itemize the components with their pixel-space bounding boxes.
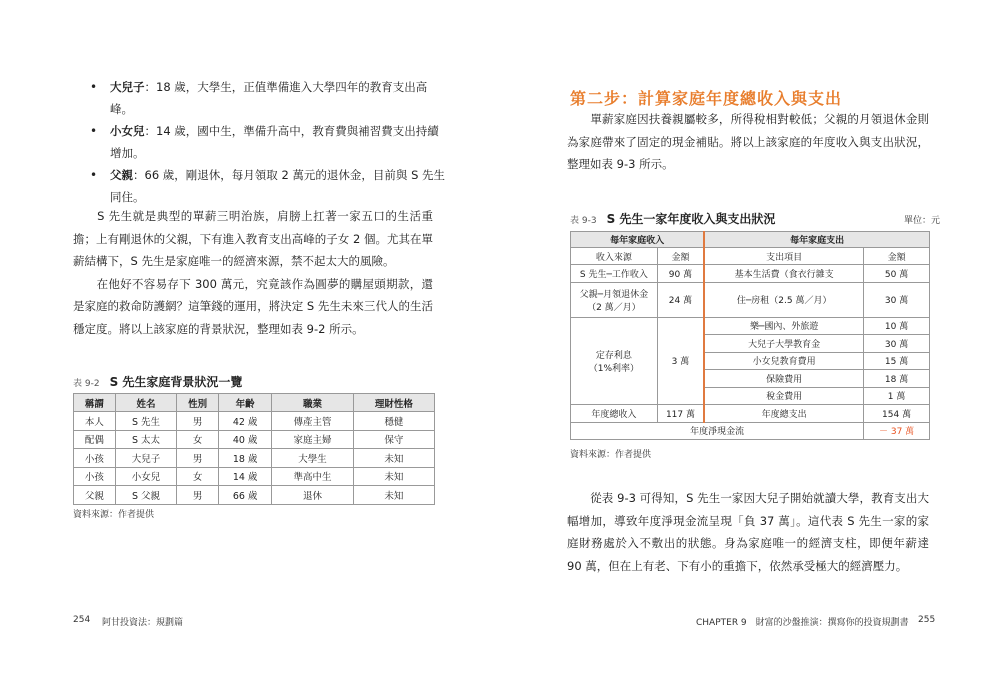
expense-item: 樂─國內、外旅遊 <box>704 317 864 335</box>
income-source: S 先生─工作收入 <box>571 265 658 283</box>
bullet-daughter <box>88 120 448 164</box>
bullet-dot-icon: • <box>90 168 98 182</box>
table-cell: 男 <box>177 412 219 431</box>
expense-item: 稅金費用 <box>704 387 864 405</box>
table-cell: 女 <box>177 430 219 449</box>
expense-amount: 50 萬 <box>864 265 930 283</box>
column-header: 支出項目 <box>704 248 864 265</box>
bullet-label: 大兒子 <box>110 80 145 94</box>
family-background-table <box>73 393 435 505</box>
bullet-text: 增加。 <box>110 146 145 160</box>
table-cell: S 太太 <box>115 430 177 449</box>
table-number: 表 9-2 <box>73 379 100 389</box>
section-heading: 第二步：計算家庭年度總收入與支出 <box>570 89 843 108</box>
income-header: 每年家庭收入 <box>571 232 705 248</box>
column-header: 職業 <box>272 394 353 412</box>
table-cell: 父親 <box>74 486 116 505</box>
table-cell: 14 歲 <box>218 467 271 486</box>
net-row <box>571 422 930 440</box>
table-cell: 未知 <box>353 449 434 468</box>
column-header: 稱謂 <box>74 394 116 412</box>
income-source-note: （2 萬／月） <box>587 302 641 313</box>
table-row <box>571 265 930 283</box>
table-row <box>74 449 435 468</box>
table-cell: 家庭主婦 <box>272 430 353 449</box>
total-income-label: 年度總收入 <box>571 405 658 423</box>
total-expense-label: 年度總支出 <box>704 405 864 423</box>
table-caption <box>73 373 242 390</box>
paragraph: S 先生就是典型的單薪三明治族，肩膀上扛著一家五口的生活重擔；上有剛退休的父親，下有進入教育支出高峰的子女 2 個。尤其在單薪結構下，S 先生是家庭唯一的經濟來源，禁不起太大的風險。 <box>73 209 433 268</box>
income-source <box>571 317 658 405</box>
page-number: 254 <box>73 615 91 625</box>
running-header: 阿甘投資法：規劃篇 <box>102 618 184 628</box>
table-cell: S 先生 <box>115 412 177 431</box>
table-cell: 未知 <box>353 486 434 505</box>
table-cell: 40 歲 <box>218 430 271 449</box>
income-source <box>571 282 658 317</box>
bullet-text: ：14 歲，國中生，準備升高中，教育費與補習費支出持續 <box>144 124 439 138</box>
income-amount: 24 萬 <box>657 282 704 317</box>
table-source: 資料來源：作者提供 <box>73 510 155 520</box>
expense-amount: 30 萬 <box>864 335 930 353</box>
table-cell: 準高中生 <box>272 467 353 486</box>
body-paragraphs <box>73 205 433 340</box>
table-cell: 傳產主管 <box>272 412 353 431</box>
expense-amount: 15 萬 <box>864 352 930 370</box>
income-source-label: 父親─月領退休金 <box>579 289 649 300</box>
table-row <box>74 412 435 431</box>
expense-item: 住─房租（2.5 萬／月） <box>704 282 864 317</box>
table-caption <box>570 210 930 227</box>
net-cashflow-amount: － 37 萬 <box>864 422 930 440</box>
table-number: 表 9-3 <box>570 216 597 226</box>
table-source: 資料來源：作者提供 <box>570 450 652 460</box>
total-row <box>571 405 930 423</box>
bullet-father <box>88 164 448 208</box>
column-header: 收入來源 <box>571 248 658 265</box>
expense-amount: 10 萬 <box>864 317 930 335</box>
table-cell: 大學生 <box>272 449 353 468</box>
table-cell: 退休 <box>272 486 353 505</box>
table-cell: 42 歲 <box>218 412 271 431</box>
table-cell: 66 歲 <box>218 486 271 505</box>
table-cell: 男 <box>177 486 219 505</box>
table-cell: 女 <box>177 467 219 486</box>
expense-item: 保險費用 <box>704 370 864 388</box>
bullet-text: ：18 歲，大學生，正值準備進入大學四年的教育支出高峰。 <box>110 80 428 116</box>
table-cell: 18 歲 <box>218 449 271 468</box>
table-row <box>74 467 435 486</box>
table-row <box>74 486 435 505</box>
column-header: 金額 <box>864 248 930 265</box>
expense-amount: 18 萬 <box>864 370 930 388</box>
income-source-label: 定存利息 <box>595 350 632 361</box>
bullet-son <box>88 76 448 120</box>
column-header: 姓名 <box>115 394 177 412</box>
table-title: S 先生一家年度收入與支出狀況 <box>606 212 776 226</box>
running-header: CHAPTER 9 財富的沙盤推演：撰寫你的投資規劃書 <box>696 618 909 628</box>
table-cell: 大兒子 <box>115 449 177 468</box>
right-page <box>500 0 1000 682</box>
expense-header: 每年家庭支出 <box>704 232 929 248</box>
bullet-text: 同住。 <box>110 190 145 204</box>
table-title: S 先生家庭背景狀況一覽 <box>109 375 243 389</box>
bullet-dot-icon: • <box>90 80 98 94</box>
table-cell: 保守 <box>353 430 434 449</box>
table-row <box>571 317 930 335</box>
expense-amount: 1 萬 <box>864 387 930 405</box>
table-cell: 小女兒 <box>115 467 177 486</box>
table-cell: 小孩 <box>74 449 116 468</box>
bullet-text: ：66 歲，剛退休，每月領取 2 萬元的退休金，目前與 S 先生 <box>133 168 446 182</box>
table-cell: 男 <box>177 449 219 468</box>
table-cell: 本人 <box>74 412 116 431</box>
table-cell: S 父親 <box>115 486 177 505</box>
income-expense-table <box>570 231 930 440</box>
paragraph: 單薪家庭因扶養親屬較多，所得稅相對較低；父親的月領退休金則為家庭帶來了固定的現金補貼。將以上該家庭的年度收入與支出狀況，整理如表 9-3 所示。 <box>567 112 929 171</box>
column-header: 性別 <box>177 394 219 412</box>
expense-amount: 30 萬 <box>864 282 930 317</box>
table-cell: 未知 <box>353 467 434 486</box>
table-header-row <box>74 394 435 412</box>
table-unit: 單位：元 <box>904 216 941 226</box>
total-expense-amount: 154 萬 <box>864 405 930 423</box>
expense-item: 小女兒教育費用 <box>704 352 864 370</box>
income-source-note: （1%利率） <box>588 363 640 374</box>
total-income-amount: 117 萬 <box>657 405 704 423</box>
column-header: 金額 <box>657 248 704 265</box>
table-cell: 配偶 <box>74 430 116 449</box>
income-amount: 3 萬 <box>657 317 704 405</box>
column-header: 年齡 <box>218 394 271 412</box>
bullet-list <box>88 76 448 208</box>
paragraph: 從表 9-3 可得知，S 先生一家因大兒子開始就讀大學，教育支出大幅增加，導致年度淨現金流呈現「負 37 萬」。這代表 S 先生一家的家庭財務處於入不敷出的狀態。身為家庭唯一的經濟支柱，即便年薪達 90 萬，但在上有老、下有小的重擔下，依然承受極大的經濟壓力。 <box>567 491 929 573</box>
net-cashflow-label: 年度淨現金流 <box>571 422 864 440</box>
bullet-label: 小女兒 <box>110 124 145 138</box>
page-number: 255 <box>918 615 936 625</box>
income-amount: 90 萬 <box>657 265 704 283</box>
paragraph: 在他好不容易存下 300 萬元，究竟該作為圓夢的購屋頭期款，還是家庭的救命防護網？這筆錢的運用，將決定 S 先生未來三代人的生活穩定度。將以上該家庭的背景狀況，整理如表 9-2 所示。 <box>73 276 433 336</box>
expense-item: 大兒子大學教育金 <box>704 335 864 353</box>
table-cell: 小孩 <box>74 467 116 486</box>
table-row <box>74 430 435 449</box>
table-row <box>571 282 930 317</box>
expense-item: 基本生活費（食衣行雜支 <box>704 265 864 283</box>
bullet-label: 父親 <box>110 168 133 182</box>
bullet-dot-icon: • <box>90 124 98 138</box>
table-cell: 穩健 <box>353 412 434 431</box>
column-header: 理財性格 <box>353 394 434 412</box>
